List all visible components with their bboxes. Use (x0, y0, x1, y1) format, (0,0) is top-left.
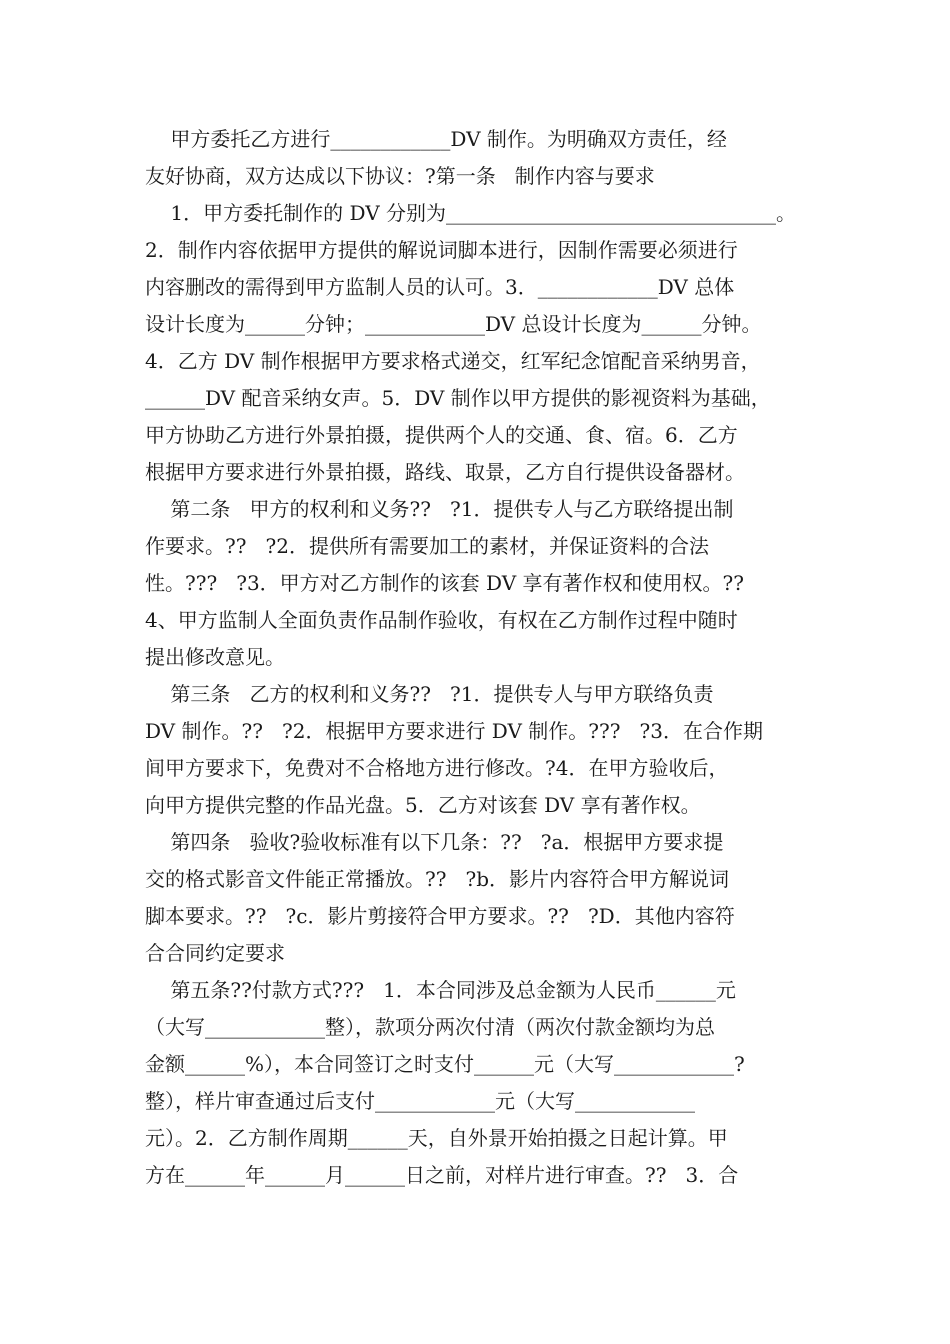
contract-text-line: DV 制作。?? ?2．根据甲方要求进行 DV 制作。??? ?3．在合作期 (145, 719, 763, 743)
contract-text-line: 交的格式影音文件能正常播放。?? ?b．影片内容符合甲方解说词 (145, 867, 730, 891)
contract-text-line: 方在______年______月______日之前，对样片进行审查。?? 3．合 (145, 1163, 739, 1187)
contract-text-line: ______DV 配音采纳女声。5．DV 制作以甲方提供的影视资料为基础， (145, 386, 771, 410)
contract-text-line: 元）。2．乙方制作周期______天，自外景开始拍摄之日起计算。甲 (145, 1126, 728, 1150)
contract-text-line: 第三条 乙方的权利和义务?? ?1．提供专人与甲方联络负责 (145, 682, 714, 706)
contract-text-line: 间甲方要求下，免费对不合格地方进行修改。?4．在甲方验收后， (145, 756, 729, 780)
contract-text-line: 甲方协助乙方进行外景拍摄，提供两个人的交通、食、宿。6．乙方 (145, 423, 738, 447)
contract-text-line: 4、甲方监制人全面负责作品制作验收，有权在乙方制作过程中随时 (145, 608, 738, 632)
contract-text-line: 性。??? ?3．甲方对乙方制作的该套 DV 享有著作权和使用权。?? (145, 571, 744, 595)
contract-text-line: 第二条 甲方的权利和义务?? ?1．提供专人与乙方联络提出制 (145, 497, 734, 521)
contract-text-line: 合合同约定要求 (145, 941, 285, 965)
contract-text-line: 1．甲方委托制作的 DV 分别为_________________________________。 (145, 201, 796, 225)
contract-text-line: 金额______%），本合同签订之时支付______元（大写____________? (145, 1052, 745, 1076)
contract-text-line: 作要求。?? ?2．提供所有需要加工的素材，并保证资料的合法 (145, 534, 709, 558)
contract-text-line: 提出修改意见。 (145, 645, 285, 669)
contract-text-line: 内容删改的需得到甲方监制人员的认可。3．____________DV 总体 (145, 275, 735, 299)
contract-text-line: 4．乙方 DV 制作根据甲方要求格式递交，红军纪念馆配音采纳男音， (145, 349, 761, 373)
contract-text-line: 向甲方提供完整的作品光盘。5．乙方对该套 DV 享有著作权。 (145, 793, 701, 817)
contract-text-line: 甲方委托乙方进行____________DV 制作。为明确双方责任，经 (145, 127, 727, 151)
contract-text-line: 第四条 验收?验收标准有以下几条：?? ?a．根据甲方要求提 (145, 830, 724, 854)
contract-text-line: 整），样片审查通过后支付____________元（大写____________ (145, 1089, 695, 1113)
contract-text-line: 友好协商，双方达成以下协议：?第一条 制作内容与要求 (145, 164, 655, 188)
contract-text-line: 第五条??付款方式??? 1．本合同涉及总金额为人民币______元 (145, 978, 736, 1002)
contract-text-line: （大写____________整），款项分两次付清（两次付款金额均为总 (145, 1015, 715, 1039)
contract-text-line: 脚本要求。?? ?c．影片剪接符合甲方要求。?? ?D．其他内容符 (145, 904, 735, 928)
contract-text-line: 设计长度为______分钟；____________DV 总设计长度为______分钟。 (145, 312, 762, 336)
contract-text-line: 根据甲方要求进行外景拍摄，路线、取景，乙方自行提供设备器材。 (145, 460, 745, 484)
contract-text-line: 2．制作内容依据甲方提供的解说词脚本进行，因制作需要必须进行 (145, 238, 738, 262)
